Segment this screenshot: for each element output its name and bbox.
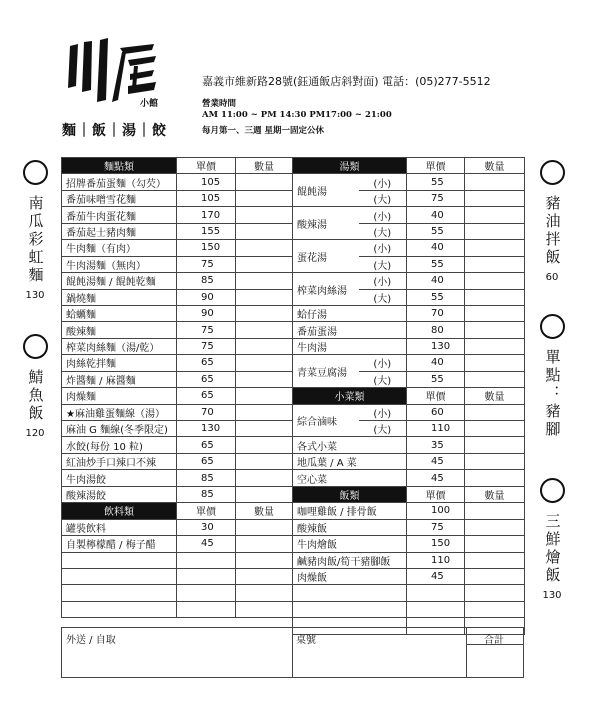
business-hours: AM 11:00 ~ PM 14:30 PM17:00 ~ 21:00 bbox=[202, 110, 392, 120]
item-name: 榨菜肉絲湯 bbox=[293, 273, 359, 306]
item-name: 餛飩湯麵 / 餛飩乾麵 bbox=[62, 273, 177, 289]
item-name: 罐裝飲料 bbox=[62, 519, 177, 535]
menu-item-row bbox=[62, 519, 293, 535]
menu-item-row bbox=[293, 174, 525, 190]
qty-cell[interactable] bbox=[236, 256, 293, 272]
qty-cell[interactable] bbox=[465, 190, 525, 206]
item-name: 牛肉湯麵（無肉） bbox=[62, 256, 177, 272]
side-special-name: 三鮮燴飯 bbox=[543, 513, 562, 585]
checkbox-circle[interactable] bbox=[23, 160, 48, 185]
side-special-price: 60 bbox=[545, 272, 559, 283]
size-label: (大) bbox=[359, 256, 407, 272]
item-price: 70 bbox=[177, 404, 236, 420]
item-name: 青菜豆腐湯 bbox=[293, 355, 359, 388]
menu-item-row bbox=[62, 322, 293, 338]
qty-cell[interactable] bbox=[236, 601, 293, 617]
item-name: 番茄蛋湯 bbox=[293, 322, 407, 338]
qty-cell[interactable] bbox=[236, 371, 293, 387]
qty-cell[interactable] bbox=[236, 273, 293, 289]
menu-item-row bbox=[293, 552, 525, 568]
item-price: 40 bbox=[407, 240, 465, 256]
empty-row bbox=[62, 601, 293, 617]
qty-header[interactable]: 數量 bbox=[236, 503, 293, 519]
menu-item-row bbox=[293, 207, 525, 223]
takeout-label: 外送 / 自取 bbox=[66, 635, 116, 646]
item-name: 餛飩湯 bbox=[293, 174, 359, 207]
item-name: 水餃(每份 10 粒) bbox=[62, 437, 177, 453]
qty-cell[interactable] bbox=[465, 536, 525, 552]
qty-cell[interactable] bbox=[236, 388, 293, 404]
size-label: (小) bbox=[359, 174, 407, 190]
item-price: 105 bbox=[177, 174, 236, 190]
qty-cell[interactable] bbox=[465, 601, 525, 617]
item-price: 35 bbox=[407, 437, 465, 453]
menu-item-row bbox=[62, 174, 293, 190]
qty-cell[interactable] bbox=[236, 404, 293, 420]
menu-item-row bbox=[62, 223, 293, 239]
item-price: 55 bbox=[407, 289, 465, 305]
qty-cell[interactable] bbox=[236, 190, 293, 206]
qty-cell[interactable] bbox=[465, 421, 525, 437]
menu-item-row bbox=[293, 453, 525, 469]
item-name: 蛤蠣麵 bbox=[62, 305, 177, 321]
item-price: 75 bbox=[177, 338, 236, 354]
section-header-row bbox=[293, 486, 525, 502]
qty-cell[interactable] bbox=[465, 355, 525, 371]
empty-row bbox=[293, 601, 525, 617]
empty-cell bbox=[407, 585, 465, 601]
qty-cell[interactable] bbox=[236, 322, 293, 338]
menu-item-row bbox=[62, 470, 293, 486]
qty-cell[interactable] bbox=[465, 453, 525, 469]
checkbox-circle[interactable] bbox=[540, 478, 565, 503]
item-price: 45 bbox=[177, 536, 236, 552]
menu-item-row bbox=[293, 355, 525, 371]
qty-cell[interactable] bbox=[465, 207, 525, 223]
price-header: 單價 bbox=[177, 158, 236, 174]
item-price: 60 bbox=[407, 404, 465, 420]
qty-cell[interactable] bbox=[465, 470, 525, 486]
menu-item-row bbox=[293, 322, 525, 338]
qty-cell[interactable] bbox=[465, 585, 525, 601]
item-price: 170 bbox=[177, 207, 236, 223]
item-price: 105 bbox=[177, 190, 236, 206]
qty-cell[interactable] bbox=[465, 273, 525, 289]
left-menu-table bbox=[61, 157, 293, 618]
table-number-label: 桌號 bbox=[296, 635, 316, 646]
menu-item-row bbox=[62, 207, 293, 223]
section-header-row bbox=[293, 158, 525, 174]
size-label: (小) bbox=[359, 240, 407, 256]
menu-item-row bbox=[293, 273, 525, 289]
item-name: 榨菜肉絲麵（湯/乾） bbox=[62, 338, 177, 354]
item-name: 番茄起士豬肉麵 bbox=[62, 223, 177, 239]
qty-cell[interactable] bbox=[236, 338, 293, 354]
menu-item-row bbox=[62, 240, 293, 256]
menu-item-row bbox=[62, 421, 293, 437]
item-price: 75 bbox=[407, 190, 465, 206]
menu-item-row bbox=[62, 437, 293, 453]
menu-item-row bbox=[293, 470, 525, 486]
qty-cell[interactable] bbox=[236, 437, 293, 453]
side-special-left-1[interactable] bbox=[20, 160, 50, 301]
item-name: 鍋燒麵 bbox=[62, 289, 177, 305]
item-price: 90 bbox=[177, 305, 236, 321]
item-price: 100 bbox=[407, 503, 465, 519]
qty-cell[interactable] bbox=[465, 371, 525, 387]
right-menu-table bbox=[292, 157, 525, 635]
side-special-left-2[interactable] bbox=[20, 334, 50, 439]
qty-cell[interactable] bbox=[236, 453, 293, 469]
size-label: (大) bbox=[359, 223, 407, 239]
size-label: (小) bbox=[359, 355, 407, 371]
qty-header[interactable]: 數量 bbox=[465, 388, 525, 404]
item-name: 炸醬麵 / 麻醬麵 bbox=[62, 371, 177, 387]
item-price: 155 bbox=[177, 223, 236, 239]
qty-cell[interactable] bbox=[236, 568, 293, 584]
item-price: 75 bbox=[177, 322, 236, 338]
closed-days: 每月第一、三週 星期一固定公休 bbox=[202, 126, 324, 136]
side-special-price: 130 bbox=[542, 590, 562, 601]
side-special-right-2[interactable] bbox=[537, 314, 567, 439]
qty-cell[interactable] bbox=[236, 240, 293, 256]
item-name: 酸辣飯 bbox=[293, 519, 407, 535]
checkbox-circle[interactable] bbox=[540, 160, 565, 185]
side-special-right-3[interactable] bbox=[537, 478, 567, 601]
size-label: (小) bbox=[359, 207, 407, 223]
menu-item-row bbox=[62, 355, 293, 371]
qty-cell[interactable] bbox=[236, 552, 293, 568]
item-price: 45 bbox=[407, 453, 465, 469]
menu-item-row bbox=[293, 338, 525, 354]
menu-item-row bbox=[62, 404, 293, 420]
item-price: 85 bbox=[177, 273, 236, 289]
item-name: 牛肉燴飯 bbox=[293, 536, 407, 552]
menu-item-row bbox=[62, 190, 293, 206]
qty-cell[interactable] bbox=[465, 437, 525, 453]
section-header-row bbox=[62, 158, 293, 174]
item-name: 紅油炒手口辣口不辣 bbox=[62, 453, 177, 469]
size-label: (大) bbox=[359, 421, 407, 437]
item-name: 肉絲乾拌麵 bbox=[62, 355, 177, 371]
item-name: 番茄味噌雪花麵 bbox=[62, 190, 177, 206]
empty-row bbox=[62, 568, 293, 584]
qty-cell[interactable] bbox=[236, 486, 293, 502]
side-special-price: 130 bbox=[25, 290, 45, 301]
side-special-name: 南瓜彩虹麵 bbox=[26, 195, 45, 285]
item-price: 55 bbox=[407, 174, 465, 190]
hours-title: 營業時間 bbox=[202, 99, 237, 109]
item-name: 蛤仔湯 bbox=[293, 305, 407, 321]
menu-item-row bbox=[62, 256, 293, 272]
empty-cell bbox=[62, 585, 177, 601]
item-price: 65 bbox=[177, 388, 236, 404]
item-name: 酸辣湯餃 bbox=[62, 486, 177, 502]
qty-cell[interactable] bbox=[465, 240, 525, 256]
empty-cell bbox=[177, 601, 236, 617]
menu-item-row bbox=[293, 536, 525, 552]
item-price: 40 bbox=[407, 273, 465, 289]
qty-cell[interactable] bbox=[465, 552, 525, 568]
item-price: 80 bbox=[407, 322, 465, 338]
qty-header[interactable]: 數量 bbox=[465, 486, 525, 502]
qty-cell[interactable] bbox=[465, 519, 525, 535]
item-price: 75 bbox=[407, 519, 465, 535]
item-price: 55 bbox=[407, 371, 465, 387]
side-special-name: 豬油拌飯 bbox=[543, 195, 562, 267]
checkbox-circle[interactable] bbox=[23, 334, 48, 359]
qty-cell[interactable] bbox=[465, 503, 525, 519]
section-header-row bbox=[62, 503, 293, 519]
menu-item-row bbox=[62, 289, 293, 305]
section-header-row bbox=[293, 388, 525, 404]
qty-cell[interactable] bbox=[236, 421, 293, 437]
size-label: (大) bbox=[359, 371, 407, 387]
item-price: 70 bbox=[407, 305, 465, 321]
item-price: 110 bbox=[407, 552, 465, 568]
empty-cell bbox=[62, 568, 177, 584]
item-name: 牛肉麵（有肉） bbox=[62, 240, 177, 256]
item-name: ★麻油雞蛋麵線（湯） bbox=[62, 404, 177, 420]
item-price: 130 bbox=[407, 338, 465, 354]
item-price: 55 bbox=[407, 256, 465, 272]
item-name: 麻油 G 麵線(冬季限定) bbox=[62, 421, 177, 437]
item-price: 65 bbox=[177, 437, 236, 453]
menu-item-row bbox=[62, 388, 293, 404]
qty-cell[interactable] bbox=[465, 404, 525, 420]
menu-item-row bbox=[62, 536, 293, 552]
menu-item-row bbox=[62, 273, 293, 289]
qty-cell[interactable] bbox=[465, 256, 525, 272]
empty-cell bbox=[293, 585, 407, 601]
item-name: 綜合滷味 bbox=[293, 404, 359, 437]
size-label: (大) bbox=[359, 190, 407, 206]
item-name: 酸辣湯 bbox=[293, 207, 359, 240]
qty-cell[interactable] bbox=[465, 174, 525, 190]
empty-cell bbox=[177, 568, 236, 584]
item-price: 110 bbox=[407, 421, 465, 437]
side-special-name: 單點：豬腳 bbox=[543, 349, 562, 439]
price-header: 單價 bbox=[407, 388, 465, 404]
empty-row bbox=[62, 585, 293, 601]
qty-cell[interactable] bbox=[465, 305, 525, 321]
item-price: 85 bbox=[177, 470, 236, 486]
item-price: 130 bbox=[177, 421, 236, 437]
side-special-right-1[interactable] bbox=[537, 160, 567, 283]
menu-item-row bbox=[293, 519, 525, 535]
empty-cell bbox=[62, 601, 177, 617]
item-price: 55 bbox=[407, 223, 465, 239]
section-title: 小菜類 bbox=[293, 388, 407, 404]
section-title: 湯類 bbox=[293, 158, 407, 174]
empty-row bbox=[293, 585, 525, 601]
checkbox-circle[interactable] bbox=[540, 314, 565, 339]
item-price: 65 bbox=[177, 371, 236, 387]
size-label: (小) bbox=[359, 273, 407, 289]
menu-item-row bbox=[62, 338, 293, 354]
item-name: 鹹豬肉飯/筍干豬腳飯 bbox=[293, 552, 407, 568]
size-label: (小) bbox=[359, 404, 407, 420]
item-price: 75 bbox=[177, 256, 236, 272]
menu-item-row bbox=[62, 371, 293, 387]
empty-cell bbox=[407, 601, 465, 617]
item-price: 45 bbox=[407, 470, 465, 486]
qty-cell[interactable] bbox=[236, 470, 293, 486]
price-header: 單價 bbox=[177, 503, 236, 519]
menu-item-row bbox=[293, 305, 525, 321]
menu-item-row bbox=[62, 453, 293, 469]
item-name: 肉燥飯 bbox=[293, 568, 407, 584]
item-name: 空心菜 bbox=[293, 470, 407, 486]
logo-subtitle: 小館 bbox=[140, 99, 159, 109]
qty-cell[interactable] bbox=[465, 322, 525, 338]
qty-cell[interactable] bbox=[236, 289, 293, 305]
item-price: 45 bbox=[407, 568, 465, 584]
tagline: 麵｜飯｜湯｜餃 bbox=[62, 123, 167, 139]
order-footer bbox=[61, 627, 524, 678]
qty-cell[interactable] bbox=[236, 207, 293, 223]
total-label: 合計 bbox=[484, 635, 504, 646]
item-name: 牛肉湯餃 bbox=[62, 470, 177, 486]
menu-item-row bbox=[62, 486, 293, 502]
item-name: 招牌番茄蛋麵（勾芡） bbox=[62, 174, 177, 190]
item-name: 蛋花湯 bbox=[293, 240, 359, 273]
section-title: 飯類 bbox=[293, 486, 407, 502]
section-title: 麵點類 bbox=[62, 158, 177, 174]
menu-item-row bbox=[293, 240, 525, 256]
item-name: 肉燥麵 bbox=[62, 388, 177, 404]
menu-item-row bbox=[293, 503, 525, 519]
empty-cell bbox=[177, 552, 236, 568]
price-header: 單價 bbox=[407, 486, 465, 502]
qty-cell[interactable] bbox=[236, 519, 293, 535]
item-price: 30 bbox=[177, 519, 236, 535]
qty-header[interactable]: 數量 bbox=[465, 158, 525, 174]
item-price: 40 bbox=[407, 207, 465, 223]
item-name: 番茄牛肉蛋花麵 bbox=[62, 207, 177, 223]
size-label: (大) bbox=[359, 289, 407, 305]
item-price: 65 bbox=[177, 453, 236, 469]
menu-item-row bbox=[293, 437, 525, 453]
qty-cell[interactable] bbox=[236, 174, 293, 190]
item-name: 自製檸檬醋 / 梅子醋 bbox=[62, 536, 177, 552]
empty-cell bbox=[62, 552, 177, 568]
side-special-name: 鯖魚飯 bbox=[26, 369, 45, 423]
item-name: 酸辣麵 bbox=[62, 322, 177, 338]
qty-cell[interactable] bbox=[465, 289, 525, 305]
item-price: 40 bbox=[407, 355, 465, 371]
qty-cell[interactable] bbox=[236, 585, 293, 601]
item-name: 各式小菜 bbox=[293, 437, 407, 453]
item-price: 150 bbox=[177, 240, 236, 256]
item-name: 咖哩雞飯 / 排骨飯 bbox=[293, 503, 407, 519]
menu-item-row bbox=[293, 404, 525, 420]
item-name: 地瓜葉 / A 菜 bbox=[293, 453, 407, 469]
qty-header[interactable]: 數量 bbox=[236, 158, 293, 174]
empty-cell bbox=[177, 585, 236, 601]
qty-cell[interactable] bbox=[236, 355, 293, 371]
qty-cell[interactable] bbox=[236, 223, 293, 239]
menu-item-row bbox=[293, 568, 525, 584]
item-price: 65 bbox=[177, 355, 236, 371]
empty-cell bbox=[293, 601, 407, 617]
qty-cell[interactable] bbox=[236, 536, 293, 552]
address: 嘉義市維新路28號(鈺通飯店斜對面) 電話：(05)277-5512 bbox=[202, 75, 491, 88]
qty-cell[interactable] bbox=[465, 223, 525, 239]
item-price: 85 bbox=[177, 486, 236, 502]
item-name: 牛肉湯 bbox=[293, 338, 407, 354]
item-price: 150 bbox=[407, 536, 465, 552]
item-price: 90 bbox=[177, 289, 236, 305]
empty-row bbox=[62, 552, 293, 568]
qty-cell[interactable] bbox=[465, 338, 525, 354]
qty-cell[interactable] bbox=[465, 568, 525, 584]
side-special-price: 120 bbox=[25, 428, 45, 439]
price-header: 單價 bbox=[407, 158, 465, 174]
section-title: 飲料類 bbox=[62, 503, 177, 519]
menu-item-row bbox=[62, 305, 293, 321]
qty-cell[interactable] bbox=[236, 305, 293, 321]
